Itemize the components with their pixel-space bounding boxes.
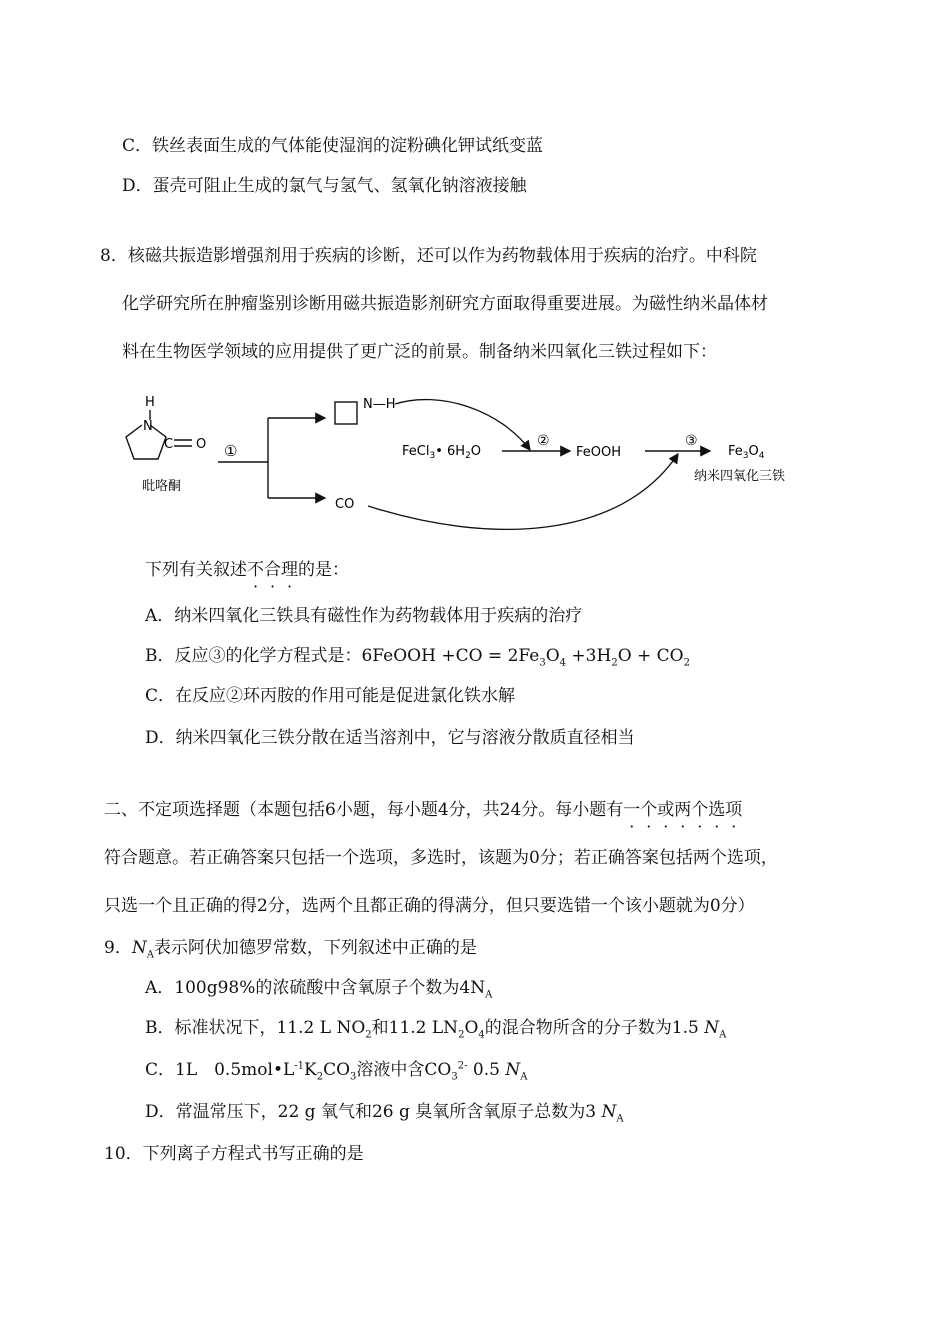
q9-option-b: B．标准状况下，11.2 L $NO_2$和11.2 $LN_2O_4$的混合物所含的分子数为1.5 $N_A$ bbox=[145, 1018, 727, 1041]
q9-option-c: C．1L $0.5mol•L^{-1}K_2CO_3$溶液中含$CO_3^{2-}$ 0.5 $N_A$ bbox=[145, 1060, 528, 1083]
section-2-line-2: 符合题意。若正确答案只包括一个选项，多选时，该题为0分；若正确答案包括两个选项， bbox=[104, 848, 778, 868]
nano-fe3o4-label: 纳米四氧化三铁 bbox=[694, 469, 786, 484]
hydrogen-atom: H bbox=[145, 395, 155, 410]
section-2-line-1: 二、不定项选择题（本题包括6小题，每小题4分，共24分。每小题有一个或两个选项 bbox=[104, 800, 743, 820]
q8-stem-line-2: 化学研究所在肿瘤鉴别诊断用磁共振造影剂研究方面取得重要进展。为磁性纳米晶体材 bbox=[122, 294, 768, 314]
q8-option-d: D．纳米四氧化三铁分散在适当溶剂中，它与溶液分散质直径相当 bbox=[145, 728, 635, 748]
curve-arrow-co bbox=[368, 454, 678, 529]
step-1-marker: ① bbox=[224, 442, 238, 460]
reaction-diagram bbox=[110, 380, 840, 530]
co-label: CO bbox=[335, 497, 355, 512]
q8-stem-line-3: 料在生物医学领域的应用提供了更广泛的前景。制备纳米四氧化三铁过程如下： bbox=[122, 342, 717, 362]
curve-arrow-amine bbox=[395, 400, 530, 450]
fecl3-formula: FeCl$_3$• $6H_2O$ bbox=[402, 444, 482, 461]
q7-option-c: C．铁丝表面生成的气体能使湿润的淀粉碘化钾试纸变蓝 bbox=[122, 136, 544, 156]
pyrrolidone-label: 吡咯酮 bbox=[142, 479, 182, 494]
q9-stem: 9．$N_A$表示阿伏加德罗常数，下列叙述中正确的是 bbox=[104, 938, 477, 961]
oxygen-atom: O bbox=[196, 437, 207, 452]
q7-option-d: D．蛋壳可阻止生成的氯气与氢气、氢氧化钠溶液接触 bbox=[122, 176, 527, 196]
nh-label: N—H bbox=[363, 397, 396, 412]
step-2-marker: ② bbox=[537, 433, 550, 449]
q8-option-b: B．反应③的化学方程式是：6FeOOH $+CO = 2Fe_3O_4 +3H_2O + CO_2$ bbox=[145, 646, 690, 669]
step-3-marker: ③ bbox=[685, 433, 698, 449]
q9-option-a: A．100g98%的浓硫酸中含氧原子个数为$4N_A$ bbox=[145, 978, 493, 1001]
q8-option-c: C．在反应②环丙胺的作用可能是促进氯化铁水解 bbox=[145, 686, 516, 706]
q10-stem: 10．下列离子方程式书写正确的是 bbox=[104, 1144, 364, 1164]
q8-question-stem: 下列有关叙述不合理的是： bbox=[145, 560, 349, 580]
feooh-label: FeOOH bbox=[576, 445, 622, 460]
section-2-line-3: 只选一个且正确的得2分，选两个且都正确的得满分，但只要选错一个该小题就为0分） bbox=[104, 896, 755, 916]
q8-stem-line-1: 8．核磁共振造影增强剂用于疾病的诊断，还可以作为药物载体用于疾病的治疗。中科院 bbox=[100, 246, 757, 266]
q9-option-d: D．常温常压下，22 g 氧气和26 g 臭氧所含氧原子总数为3 $N_A$ bbox=[145, 1102, 624, 1125]
nitrogen-atom: N bbox=[143, 419, 153, 434]
fe3o4-formula: $Fe_3O_4$ bbox=[728, 444, 765, 461]
cyclopropylamine-ring bbox=[335, 402, 357, 424]
pyrrolidone-structure bbox=[126, 410, 192, 459]
carbon-atom: C bbox=[164, 437, 174, 452]
q8-option-a: A．纳米四氧化三铁具有磁性作为药物载体用于疾病的治疗 bbox=[145, 606, 583, 626]
